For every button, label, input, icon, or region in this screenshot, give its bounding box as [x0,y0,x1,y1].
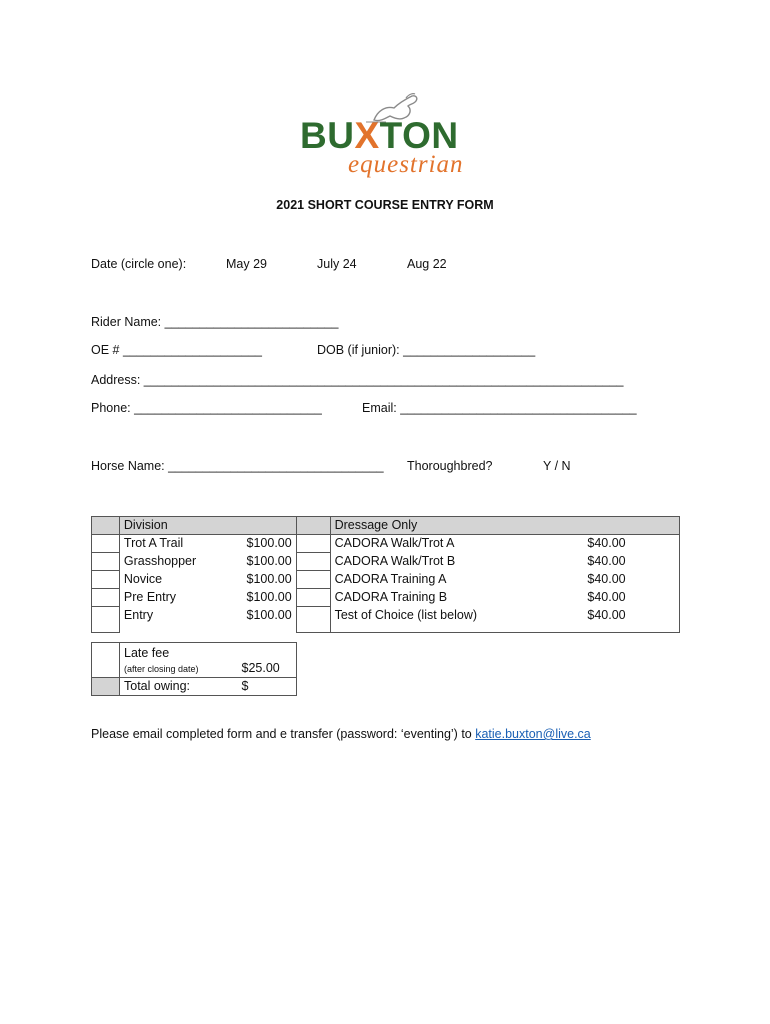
dressage-checkbox[interactable] [296,607,330,633]
form-title: 2021 SHORT COURSE ENTRY FORM [276,198,494,212]
date-option-aug[interactable]: Aug 22 [407,257,447,271]
division-header: Division [119,517,296,535]
late-fee-note: (after closing date) [124,664,199,674]
horse-name-field[interactable]: Horse Name: _______________________________ [91,459,384,473]
checkbox-cell-header [92,517,120,535]
logo-wordmark: BUXTON [300,115,459,156]
dressage-checkbox[interactable] [296,535,330,553]
dressage-name: Test of Choice (list below) [330,607,530,633]
table-row [92,535,680,553]
dressage-checkbox[interactable] [296,589,330,607]
totals-table [91,642,297,696]
dressage-header: Dressage Only [330,517,679,535]
date-label: Date (circle one): [91,257,187,271]
oe-number-field[interactable]: OE # ____________________ [91,343,262,357]
division-name: Entry [119,607,229,633]
dressage-name: CADORA Training B [330,589,530,607]
late-fee-label-cell [120,643,230,678]
division-name: Trot A Trail [119,535,229,553]
dob-field[interactable]: DOB (if junior): ___________________ [317,343,536,357]
late-fee-price: $25.00 [230,643,297,678]
table-row [92,589,680,607]
division-name: Pre Entry [119,589,229,607]
buxton-logo [296,92,474,184]
dressage-price: $40.00 [587,590,626,604]
email-field[interactable]: Email: __________________________________ [362,401,637,415]
table-row [92,553,680,571]
total-label: Total owing: [120,678,230,696]
address-field[interactable]: Address: _____________________________________________________________________ [91,373,624,387]
late-fee-row [92,643,297,678]
dressage-checkbox[interactable] [296,553,330,571]
division-price: $100.00 [229,589,296,607]
thoroughbred-label: Thoroughbred? [407,459,493,473]
logo-script-text: equestrian [348,151,464,178]
footer-text: Please email completed form and e transfer (password: ‘eventing’) to [91,727,476,741]
checkbox-cell-header [296,517,330,535]
dressage-name: CADORA Walk/Trot A [330,535,530,553]
phone-field[interactable]: Phone: ___________________________ [91,401,322,415]
dressage-price: $40.00 [530,607,630,633]
division-name: Grasshopper [119,553,229,571]
total-row [92,678,297,696]
division-checkbox[interactable] [92,535,120,553]
division-checkbox[interactable] [92,607,120,633]
table-row [92,607,680,633]
dressage-price: $40.00 [587,536,626,551]
division-price: $100.00 [229,535,296,553]
division-checkbox[interactable] [92,571,120,589]
division-checkbox[interactable] [92,589,120,607]
division-name: Novice [119,571,229,589]
contact-email-link[interactable]: katie.buxton@live.ca [475,727,591,741]
dressage-name: CADORA Walk/Trot B [330,553,530,571]
total-value[interactable]: $ [230,678,297,696]
dressage-price: $40.00 [587,554,626,568]
division-price: $100.00 [229,607,296,633]
division-price: $100.00 [229,571,296,589]
dressage-price: $40.00 [587,572,626,586]
thoroughbred-yn[interactable]: Y / N [543,459,571,473]
late-fee-checkbox[interactable] [92,643,120,678]
footer-instructions [91,727,591,741]
date-option-july[interactable]: July 24 [317,257,357,271]
division-price: $100.00 [229,553,296,571]
dressage-checkbox[interactable] [296,571,330,589]
table-row [92,571,680,589]
dressage-name: CADORA Training A [330,571,530,589]
entry-table [91,516,680,633]
late-fee-label: Late fee [124,646,170,660]
date-option-may[interactable]: May 29 [226,257,267,271]
rider-name-field[interactable]: Rider Name: _________________________ [91,315,339,329]
division-checkbox[interactable] [92,553,120,571]
table-header-row [92,517,680,535]
